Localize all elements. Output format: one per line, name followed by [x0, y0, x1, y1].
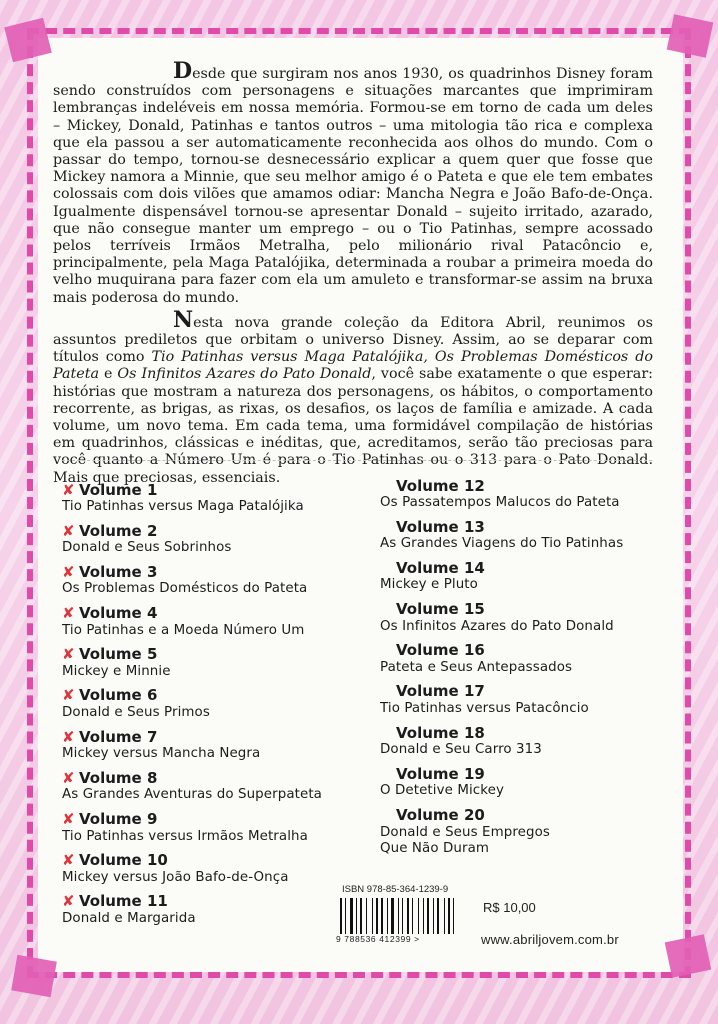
volume-title: Tio Patinhas e a Moeda Número Um	[62, 622, 305, 638]
barcode-bar	[451, 898, 452, 934]
volume-label: Volume 15	[396, 600, 485, 619]
volume-title: Donald e Seus Primos	[62, 704, 210, 720]
volume-title: Mickey versus Mancha Negra	[62, 746, 261, 762]
barcode-bar	[418, 898, 419, 934]
volume-label: Volume 9	[79, 810, 158, 828]
barcode-bar	[404, 898, 406, 934]
list-item	[380, 517, 623, 558]
x-mark-icon: ✘	[62, 521, 75, 540]
intro-emphasis-title: Os Infinitos Azares do Pato Donald	[117, 366, 372, 383]
barcode	[340, 898, 464, 934]
drop-cap: D	[173, 58, 193, 84]
intro-paragraph-2-text-c: , você sabe exatamente o que esperar: histórias que mostram a natureza dos personagens, os hábitos, o comportamento recorrente, as brigas, as rixas, os desafios, os laços de família e amizade. A cada volume, um novo tema. Em cada tema, uma formidável compilação de histórias em quadrinhos, clássicas e inéditas, que, acreditamos, serão tão preciosas para você quanto a Número Um é para o Tio Patinhas ou o 313 para o Pato Donald. Mais que preciosas, essenciais.	[53, 366, 653, 486]
list-item	[380, 682, 623, 723]
x-mark-icon: ✘	[62, 727, 75, 746]
volume-title-line-2: Que Não Duram	[380, 840, 490, 856]
barcode-bar	[395, 898, 397, 934]
barcode-bar	[398, 898, 399, 934]
section-divider	[62, 460, 652, 461]
x-mark-icon: ✘	[62, 480, 75, 499]
drop-cap: N	[173, 306, 194, 333]
barcode-bar	[379, 898, 380, 934]
volume-label: Volume 10	[79, 851, 168, 870]
volume-title: Mickey e Minnie	[62, 663, 171, 679]
barcode-bar	[423, 898, 424, 934]
volume-title: Os Passatempos Malucos do Pateta	[380, 495, 620, 510]
barcode-bar	[368, 898, 371, 934]
barcode-bar	[414, 898, 417, 934]
volume-label: Volume 20	[396, 806, 485, 824]
barcode-bar	[400, 898, 401, 934]
intro-paragraph-1	[53, 58, 653, 307]
intro-paragraph-1-text: esde que surgiram nos anos 1930, os quadrinhos Disney foram sendo construídos com personagens e situações marcantes que imprimiram lembranças indeléveis em nossa memória. Formou-se em torno de cada um deles – Mickey, Donald, Patinhas e tantos outros – uma mitologia tão rica e complexa que ela passou a ser automaticamente reconhecida aos olhos do mundo. Com o passar do tempo, tornou-se desnecessário explicar a quem quer que fosse que Mickey namora a Minnie, que seu melhor amigo é o Pateta e que ele tem embates colossais com dois vilões que amamos odiar: Mancha Negra e João Bafo-de-Onça. Igualmente dispensável tornou-se apresentar Donald – sujeito irritado, azarado, que não consegue manter um emprego – ou o Tio Patinhas, sempre acossado pelos terríveis Irmãos Metralha, pelo milionário rival Patacôncio e, principalmente, pela Maga Patalójika, determinada a roubar a primeira moeda do velho muquirana para fazer com ela um amuleto e transformar-se assim na bruxa mais poderosa do mundo.	[53, 66, 653, 306]
barcode-bar	[427, 898, 429, 934]
list-item	[62, 604, 322, 645]
x-mark-icon: ✘	[62, 645, 75, 664]
barcode-bar	[374, 898, 375, 934]
volume-label: Volume 8	[79, 768, 158, 787]
list-item	[62, 727, 322, 768]
x-mark-icon: ✘	[62, 892, 75, 911]
barcode-bar	[420, 898, 422, 934]
list-item	[380, 476, 623, 517]
x-mark-icon: ✘	[62, 604, 75, 623]
volume-label: Volume 17	[396, 682, 485, 701]
barcode-bar	[433, 898, 434, 934]
list-item	[380, 600, 623, 641]
volume-list-right	[380, 476, 624, 856]
barcode-bar	[347, 898, 349, 934]
intro-paragraph-2-text-b: e	[98, 366, 118, 383]
volume-label: Volume 14	[396, 558, 485, 577]
list-item	[380, 764, 623, 805]
barcode-digits: 9 788536 412399 >	[336, 934, 420, 944]
barcode-bar	[455, 898, 457, 934]
x-mark-icon: ✘	[62, 686, 75, 705]
isbn: ISBN 978-85-364-1239-9	[342, 884, 449, 895]
barcode-bar	[444, 898, 445, 934]
barcode-bar	[354, 898, 355, 934]
barcode-bar	[402, 898, 403, 934]
barcode-bar	[387, 898, 388, 934]
list-item	[380, 806, 623, 856]
volume-title: Donald e Margarida	[62, 910, 196, 926]
x-mark-icon: ✘	[62, 851, 75, 870]
x-mark-icon: ✘	[62, 768, 75, 787]
volume-label: Volume 18	[396, 723, 485, 742]
volume-label: Volume 7	[79, 727, 158, 746]
volume-label: Volume 16	[396, 641, 485, 660]
barcode-bar	[360, 898, 362, 934]
volume-title: Donald e Seu Carro 313	[380, 742, 542, 758]
list-item	[62, 810, 322, 851]
x-mark-icon: ✘	[62, 810, 75, 828]
barcode-bar	[391, 898, 394, 934]
barcode-bar	[350, 898, 353, 934]
barcode-bar	[343, 898, 344, 934]
volume-label: Volume 2	[79, 521, 158, 540]
intro-text	[53, 58, 653, 493]
barcode-bar	[345, 898, 346, 934]
barcode-bar	[384, 898, 386, 934]
barcode-bar	[440, 898, 443, 934]
corner-tape-bottom-right	[665, 934, 712, 978]
barcode-bar	[430, 898, 432, 934]
volume-list-left	[62, 480, 322, 933]
barcode-bar	[412, 898, 413, 934]
barcode-bar	[340, 898, 342, 934]
volume-title: Tio Patinhas versus Irmãos Metralha	[62, 828, 308, 844]
list-item	[380, 558, 623, 599]
barcode-bar	[389, 898, 390, 934]
list-item	[62, 645, 322, 686]
barcode-bar	[363, 898, 365, 934]
barcode-bar	[453, 898, 454, 934]
list-item	[62, 562, 322, 603]
volume-title: As Grandes Aventuras do Superpateta	[62, 787, 322, 803]
barcode-bar	[448, 898, 450, 934]
list-item	[62, 480, 322, 521]
barcode-bar	[356, 898, 357, 934]
volume-title: As Grandes Viagens do Tio Patinhas	[380, 536, 624, 552]
volume-title: Tio Patinhas versus Maga Patalójika	[62, 499, 304, 514]
list-item	[380, 641, 623, 682]
volume-label: Volume 12	[396, 476, 485, 495]
list-item	[62, 768, 322, 809]
barcode-bar	[437, 898, 439, 934]
volume-label: Volume 3	[79, 562, 158, 581]
volume-label: Volume 19	[396, 764, 485, 783]
barcode-bar	[407, 898, 409, 934]
barcode-bar	[358, 898, 359, 934]
volume-title: Tio Patinhas versus Patacôncio	[380, 700, 589, 716]
volume-label: Volume 6	[79, 686, 158, 705]
list-item	[62, 892, 322, 933]
barcode-bar	[372, 898, 373, 934]
list-item	[62, 521, 322, 562]
volume-title: Os Problemas Domésticos do Pateta	[62, 581, 308, 597]
barcode-bar	[376, 898, 378, 934]
volume-title: Pateta e Seus Antepassados	[380, 659, 573, 675]
volume-label: Volume 5	[79, 645, 158, 664]
list-item	[380, 723, 623, 764]
volume-title: O Detetive Mickey	[380, 783, 505, 799]
volume-title: Donald e Seus Empregos	[380, 824, 550, 840]
volume-title: Os Infinitos Azares do Pato Donald	[380, 618, 614, 634]
barcode-bar	[381, 898, 383, 934]
barcode-bar	[435, 898, 436, 934]
intro-emphasis-titles: Tio Patinhas versus Maga Patalójika, Os Problemas Domésticos do Pateta	[53, 349, 653, 383]
x-mark-icon: ✘	[62, 562, 75, 581]
list-item	[62, 686, 322, 727]
website-url: www.abriljovem.com.br	[481, 932, 619, 947]
price: R$ 10,00	[483, 900, 536, 915]
volume-label: Volume 1	[79, 480, 158, 499]
volume-title: Mickey versus João Bafo-de-Onça	[62, 869, 289, 885]
corner-tape-bottom-left	[11, 955, 57, 997]
barcode-bar	[366, 898, 367, 934]
barcode-bar	[410, 898, 411, 934]
barcode-bar	[446, 898, 447, 934]
volume-label: Volume 13	[396, 517, 485, 536]
volume-label: Volume 11	[79, 892, 168, 911]
list-item	[62, 851, 322, 892]
volume-label: Volume 4	[79, 604, 158, 623]
volume-title: Donald e Seus Sobrinhos	[62, 540, 232, 556]
barcode-bar	[425, 898, 426, 934]
intro-paragraph-2-text-a: esta nova grande coleção da Editora Abril, reunimos os assuntos prediletos que orbitam o universo Disney. Assim, ao se deparar com títulos como	[53, 314, 653, 366]
volume-title: Mickey e Pluto	[380, 577, 478, 593]
